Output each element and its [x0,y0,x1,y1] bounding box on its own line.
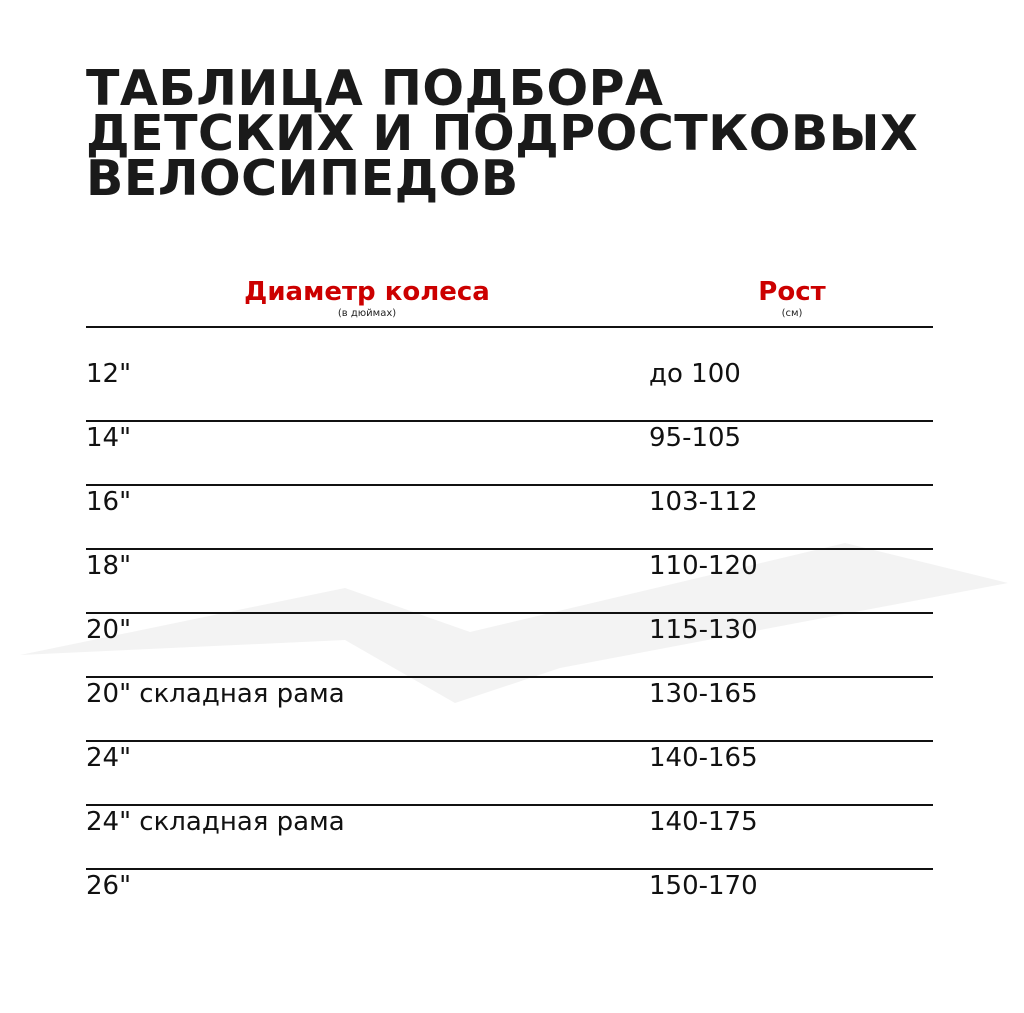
rider-height-cell: 103-112 [649,487,758,517]
column-header-diameter [226,278,508,320]
rider-height-cell: 140-175 [649,807,758,837]
column-header-height [742,278,842,320]
rider-height-cell: 115-130 [649,615,758,645]
rider-height-cell: до 100 [649,359,741,389]
wheel-diameter-cell: 14" [86,423,132,453]
table-row [86,614,933,678]
rider-height-cell: 95-105 [649,423,742,453]
table-row [86,870,933,934]
wheel-diameter-cell: 16" [86,487,132,517]
table-row [86,358,933,422]
column-header-diameter-unit: (в дюймах) [337,308,397,319]
rider-height-cell: 150-170 [649,871,758,901]
wheel-diameter-cell: 26" [86,871,132,901]
table-row [86,678,933,742]
wheel-diameter-cell: 24" [86,743,132,773]
wheel-diameter-cell: 12" [86,359,132,389]
table-row [86,486,933,550]
rider-height-cell: 140-165 [649,743,758,773]
wheel-diameter-cell: 18" [86,551,132,581]
column-header-diameter-label: Диаметр колеса [244,277,490,307]
page-title [86,60,919,207]
title-line-1: ТАБЛИЦА ПОДБОРА [86,60,664,117]
table-row [86,806,933,870]
column-header-height-label: Рост [758,277,826,307]
table-row [86,422,933,486]
rider-height-cell: 110-120 [649,551,758,581]
wheel-diameter-cell: 24" складная рама [86,807,345,837]
title-line-3: ВЕЛОСИПЕДОВ [86,150,519,207]
table-row [86,550,933,614]
rider-height-cell: 130-165 [649,679,758,709]
wheel-diameter-cell: 20" [86,615,132,645]
size-table [86,358,933,934]
wheel-diameter-cell: 20" складная рама [86,679,345,709]
column-header-height-unit: (см) [781,308,803,319]
title-line-2: ДЕТСКИХ И ПОДРОСТКОВЫХ [86,105,919,162]
table-row [86,742,933,806]
header-divider [86,326,933,328]
